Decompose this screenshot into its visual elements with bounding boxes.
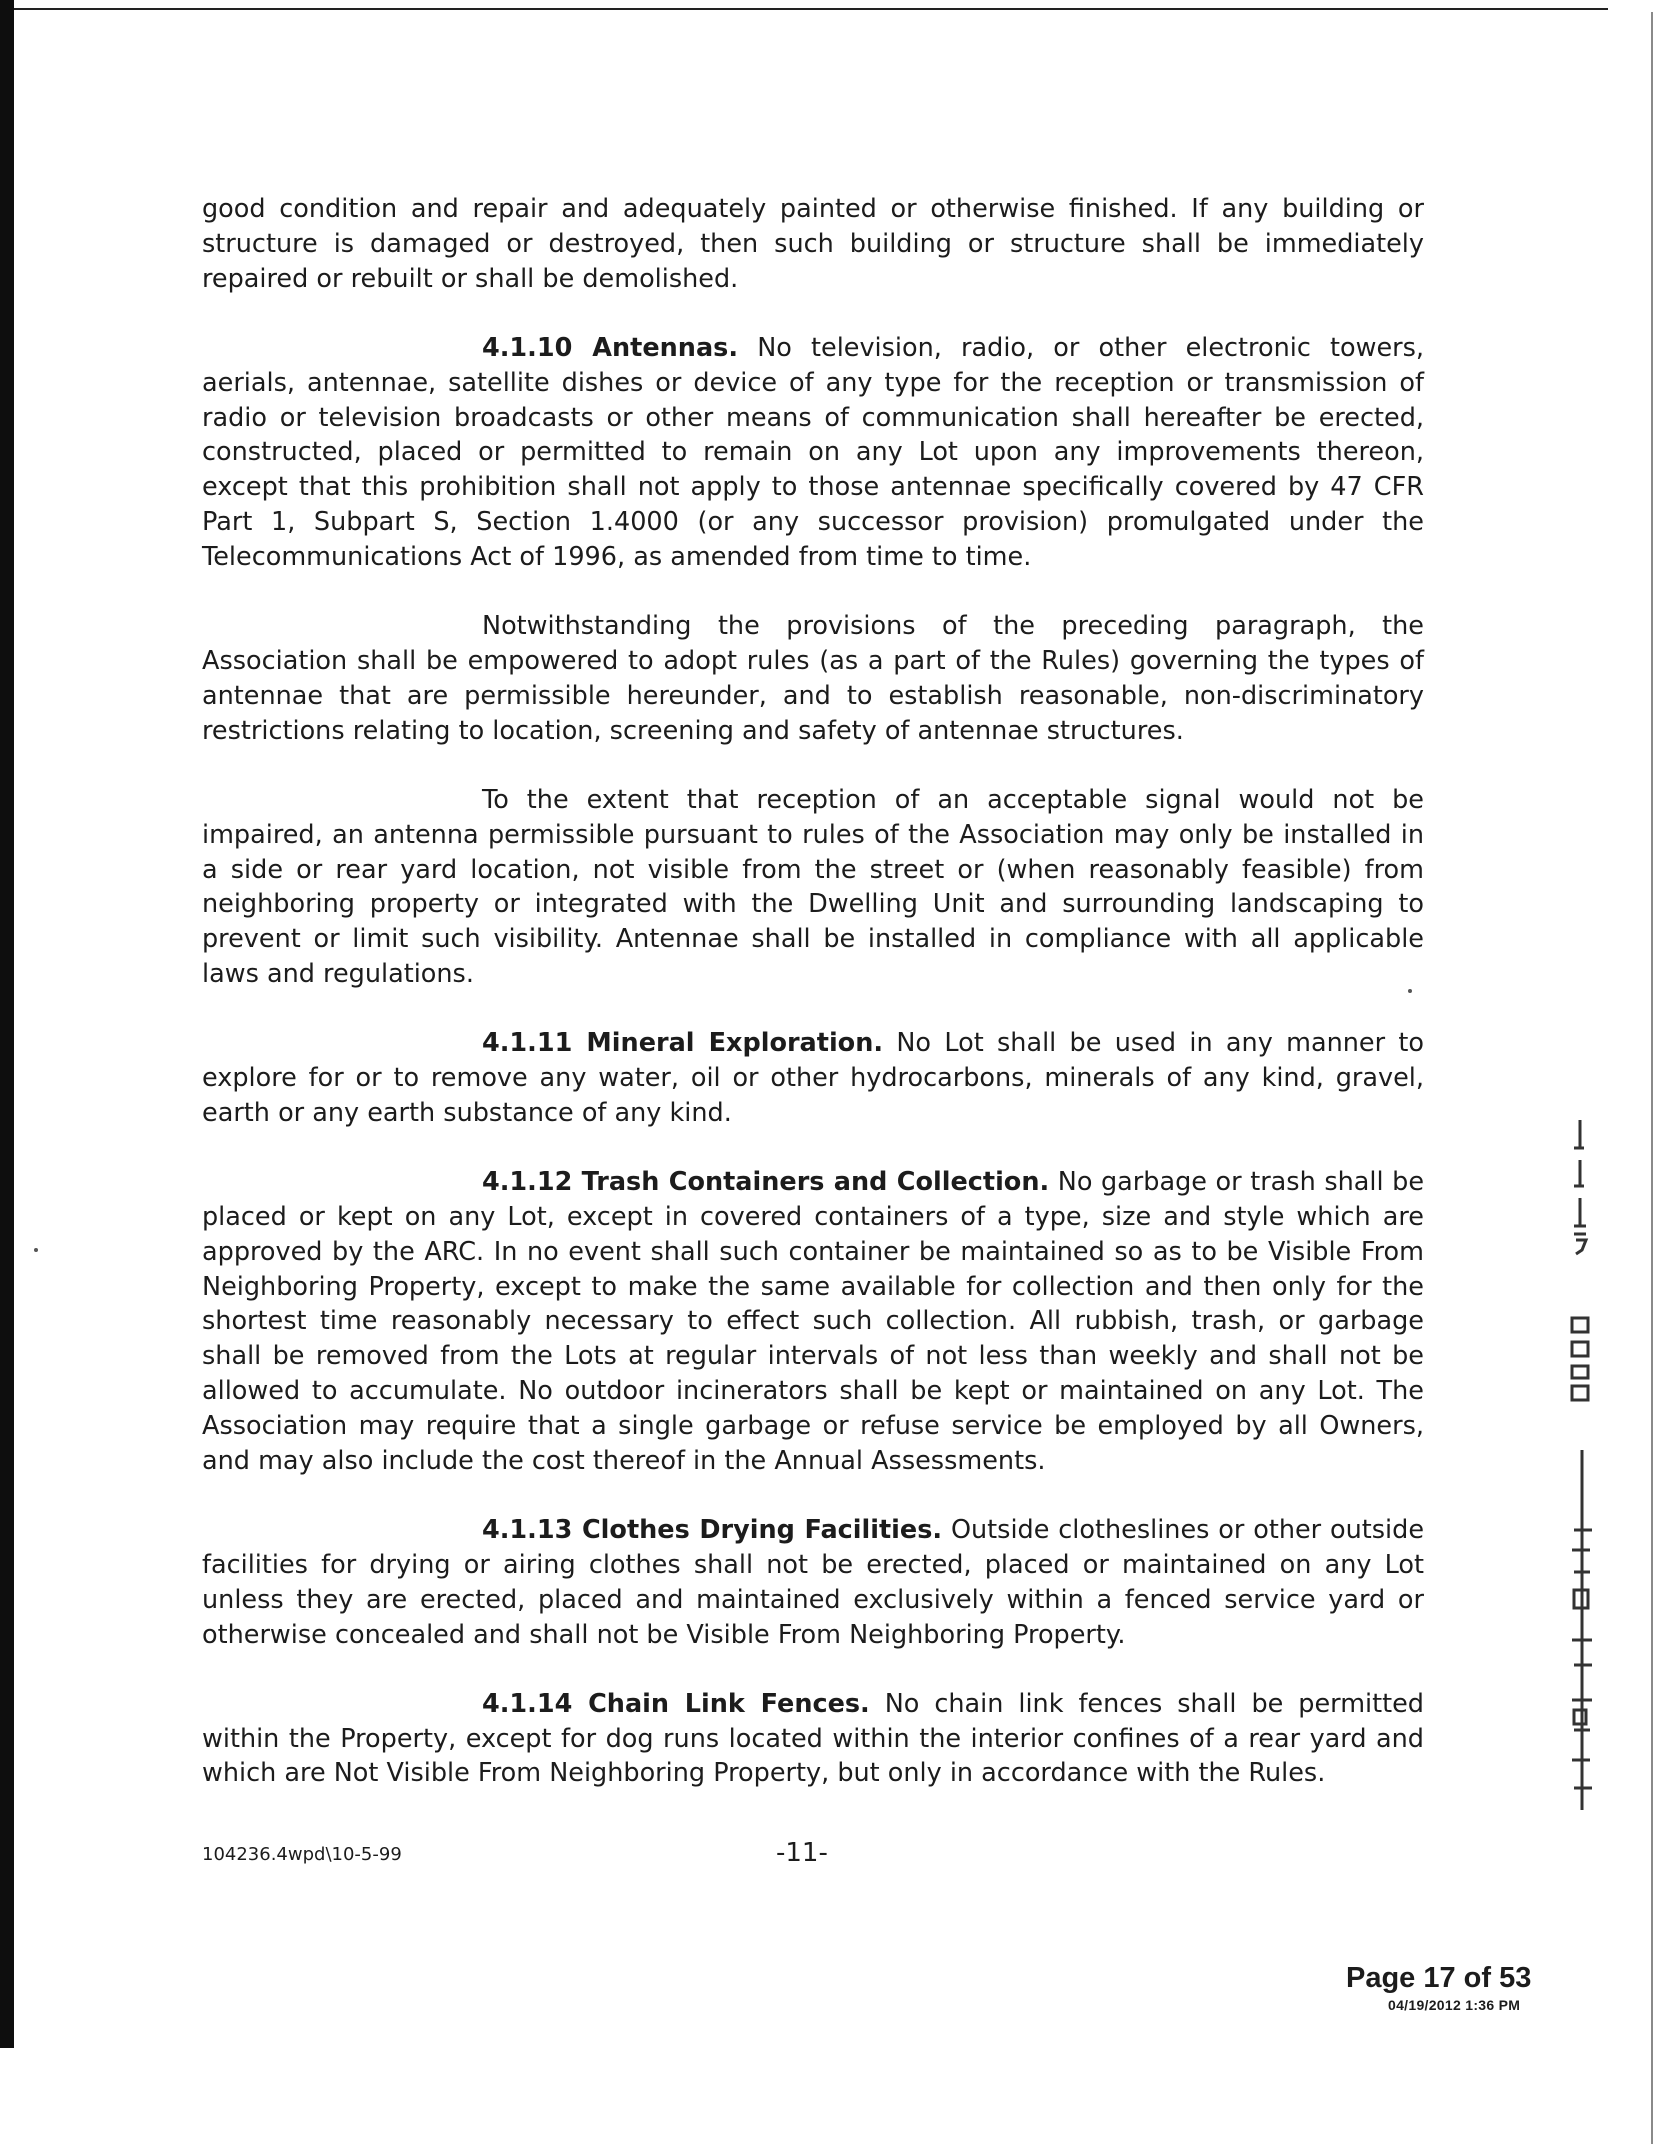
- paragraph-text: No garbage or trash shall be placed or kept on any Lot, except in covered containers of a type, size and style which are approved by the ARC. In no event shall such container be maintained so as to be Visible From Neighboring Property, except to make the same available for collection and then only for the shortest time reasonably necessary to effect such collection. All rubbish, trash, or garbage shall be removed from the Lots at regular intervals of not less than weekly and shall not be allowed to accumulate. No outdoor incinerators shall be kept or maintained on any Lot. The Association may require that a single garbage or refuse service be employed by all Owners, and may also include the cost thereof in the Annual Assessments.: [202, 1166, 1425, 1477]
- paragraph-mineral-exploration: [202, 1026, 1424, 1131]
- paragraph-text: No chain link fences shall be permitted within the Property, except for dog runs located within the interior confines of a rear yard and which are Not Visible From Neighboring Property, but only in accordance with the Rules.: [202, 1688, 1424, 1789]
- paragraph-text: To the extent that reception of an acceptable signal would not be impaired, an antenna permissible pursuant to rules of the Association may only be installed in a side or rear yard location, not visible from the street or (when reasonably feasible) from neighboring property or integrated with the Dwelling Unit and surrounding landscaping to prevent or limit such visibility. Antennae shall be installed in compliance with all applicable laws and regulations.: [202, 784, 1424, 990]
- paragraph-trash-containers: [202, 1165, 1424, 1479]
- paragraph-antenna-location: [202, 783, 1424, 992]
- paragraph-text: No television, radio, or other electronic towers, aerials, antennae, satellite dishes or device of any type for the reception or transmission of radio or television broadcasts or other means of communication shall hereafter be erected, constructed, placed or permitted to remain on any Lot upon any improvements thereon, except that this prohibition shall not apply to those antennae specifically covered by 47 CFR Part 1, Subpart S, Section 1.4000 (or any successor provision) promulgated under the Telecommunications Act of 1996, as amended from time to time.: [202, 332, 1425, 573]
- scan-left-edge: [0, 0, 14, 2048]
- page-number: -11-: [776, 1838, 828, 1868]
- section-heading: 4.1.12 Trash Containers and Collection.: [482, 1166, 1050, 1197]
- document-body: [202, 192, 1424, 1825]
- recorder-page-count: Page 17 of 53: [1346, 1962, 1532, 1994]
- document-reference: 104236.4wpd\10-5-99: [202, 1844, 402, 1865]
- scan-speck: [34, 1248, 38, 1252]
- recording-stamp-icon: [1560, 1120, 1600, 1810]
- section-heading: 4.1.11 Mineral Exploration.: [482, 1028, 884, 1059]
- paragraph-antenna-rules: [202, 609, 1424, 749]
- section-heading: 4.1.13 Clothes Drying Facilities.: [482, 1515, 943, 1545]
- paragraph-continuation: [202, 192, 1424, 297]
- paragraph-antennas: [202, 331, 1424, 575]
- paragraph-text: No Lot shall be used in any manner to explore for or to remove any water, oil or other hydrocarbons, minerals of any kind, gravel, earth or any earth substance of any kind.: [202, 1028, 1424, 1128]
- paragraph-text: Outside clotheslines or other outside facilities for drying or airing clothes shall not be erected, placed or maintained on any Lot unless they are erected, placed and maintained exclusively within a fenced service yard or otherwise concealed and shall not be Visible From Neighboring Property.: [202, 1515, 1425, 1650]
- paragraph-clothes-drying: [202, 1513, 1424, 1653]
- scan-top-rule: [14, 8, 1608, 10]
- section-heading: 4.1.10 Antennas.: [482, 332, 739, 363]
- paragraph-text: good condition and repair and adequately painted or otherwise finished. If any building or structure is damaged or destroyed, then such building or structure shall be immediately repaired or rebuilt or shall be demolished.: [202, 194, 1424, 294]
- paragraph-chain-link-fences: [202, 1687, 1424, 1792]
- scan-right-edge: [1651, 12, 1653, 2144]
- section-heading: 4.1.14 Chain Link Fences.: [482, 1688, 870, 1719]
- paragraph-text: Notwithstanding the provisions of the preceding paragraph, the Association shall be empowered to adopt rules (as a part of the Rules) governing the types of antennae that are permissible hereunder, and to establish reasonable, non-discriminatory restrictions relating to location, screening and safety of antennae structures.: [202, 611, 1424, 746]
- recorder-timestamp: 04/19/2012 1:36 PM: [1388, 1997, 1521, 2013]
